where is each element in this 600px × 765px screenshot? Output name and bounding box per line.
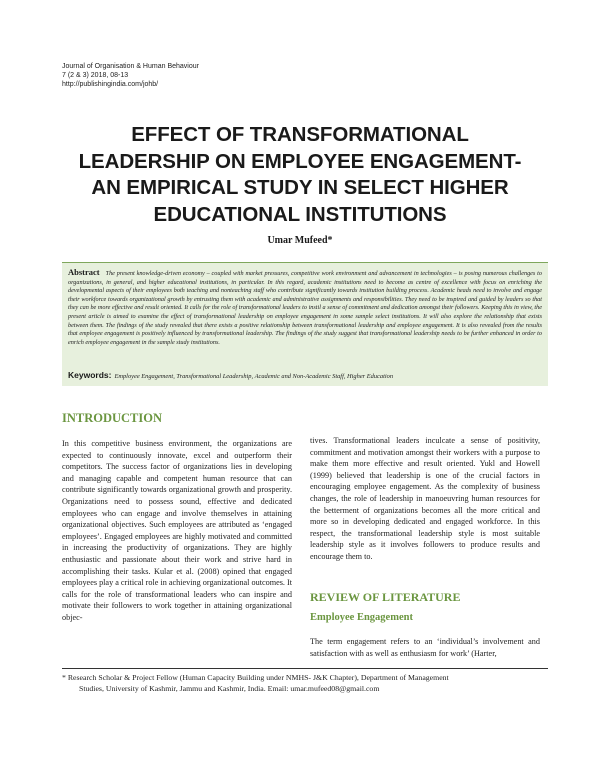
title-line: EDUCATIONAL INSTITUTIONS: [153, 202, 447, 226]
footnote-divider: [62, 668, 548, 669]
journal-url[interactable]: http://publishingindia.com/johb/: [62, 81, 159, 88]
keywords-label: Keywords:: [68, 370, 112, 380]
journal-issue: 7 (2 & 3) 2018, 08-13: [62, 72, 129, 79]
abstract-text: The present knowledge-driven economy – coupled with market pressures, competitive work environment and advancement in technologies – is posing numerous challenges to organizations, in general, and higher educational institutions, in particular. In this regard, academic institutions need to become as centre of excellence with focus on enriching the developmental aspects of their employees both teaching and nonteaching staff who contribute significantly towards institution building process. Academic heads need to involve and engage their workforce towards organizational growth by entrusting them with academic and administrative assignments and responsibilities. They need to be inspired and guided by leaders so that they can be more effective and result oriented. It calls for the role of transformational leaders to instil a sense of commitment and dedication amongst their followers. Keeping this in view, the present article is aimed to examine the effect of transformational leadership on employee engagement in some sample select institutions. It will also explore the relationship that exists between them. The findings of the study revealed that there exists a positive relationship between transformational leadership and employee engagement. It is also revealed from the results that employee engagement is positively influenced by transformational leadership. The findings of the study suggest that transformational leadership needs to be further enhanced in order to enrich employee engagement in the sample study institutions.: [68, 270, 542, 346]
footnote-line: * Research Scholar & Project Fellow (Human Capacity Building under NMHS- J&K Chapter), Department of Management: [62, 673, 449, 682]
right-column-text: tives. Transformational leaders inculcate a sense of positivity, commitment and motivation amongst their workers with a purpose to make them more effective and result oriented. Yukl and Howell (1999) believed that leadership is one of the crucial factors in encouraging employee engagement. As the complexity of business changes, the role of leadership in manoeuvring human resources for the betterment of organizations becomes all the more critical and more so in developing dedicated and engaged workforce. In this respect, the transformational leadership style is most suitable leadership style as it involves followers to produce results and encourage them to.: [310, 436, 540, 561]
footnote-line: Studies, University of Kashmir, Jammu and Kashmir, India. Email: umar.mufeed08@gmail.com: [79, 684, 380, 693]
keywords-text: Employee Engagement, Transformational Leadership, Academic and Non-Academic Staff, Higher Education: [114, 373, 394, 380]
journal-header: [62, 62, 362, 89]
introduction-heading: INTRODUCTION: [62, 411, 163, 425]
abstract-box: [62, 262, 548, 386]
title-line: LEADERSHIP ON EMPLOYEE ENGAGEMENT-: [78, 149, 522, 173]
review-text: The term engagement refers to an ‘individual’s involvement and satisfaction with as well as enthusiasm for work’ (Harter,: [310, 637, 540, 658]
footnote: [62, 672, 548, 694]
paper-title: [40, 122, 560, 228]
review-heading: REVIEW OF LITERATURE: [310, 590, 461, 604]
author-name: Umar Mufeed*: [267, 235, 333, 246]
keywords: [68, 371, 542, 381]
title-line: AN EMPIRICAL STUDY IN SELECT HIGHER: [91, 176, 509, 199]
employee-engagement-subheading: Employee Engagement: [310, 612, 413, 623]
journal-name: Journal of Organisation & Human Behaviour: [62, 63, 199, 70]
abstract-label: Abstract: [68, 267, 100, 277]
title-line: EFFECT OF TRANSFORMATIONAL: [131, 123, 469, 146]
abstract: [68, 268, 542, 347]
introduction-text: In this competitive business environment, the organizations are expected to continuously innovate, excel and outperform their competitors. The success factor of organizations lies in developing and managing capable and competent human resource that can contribute significantly towards organizational growth and prosperity. Organizations need to possess sound, effective and dedicated employees who can engage and involve themselves in attaining organizational objectives. Such employees are attributed as ‘engaged employees’. Engaged employees are highly motivated and committed in increasing the productivity of organizations. They are highly enthusiastic and passionate about their work and strive hard in accomplishing their tasks. Kular et al. (2008) opined that engaged employees play a critical role in achieving organizational outcomes. It calls for the role of transformational leaders who can inspire and motivate their followers to work together in attaining organizational objec-: [62, 439, 292, 622]
